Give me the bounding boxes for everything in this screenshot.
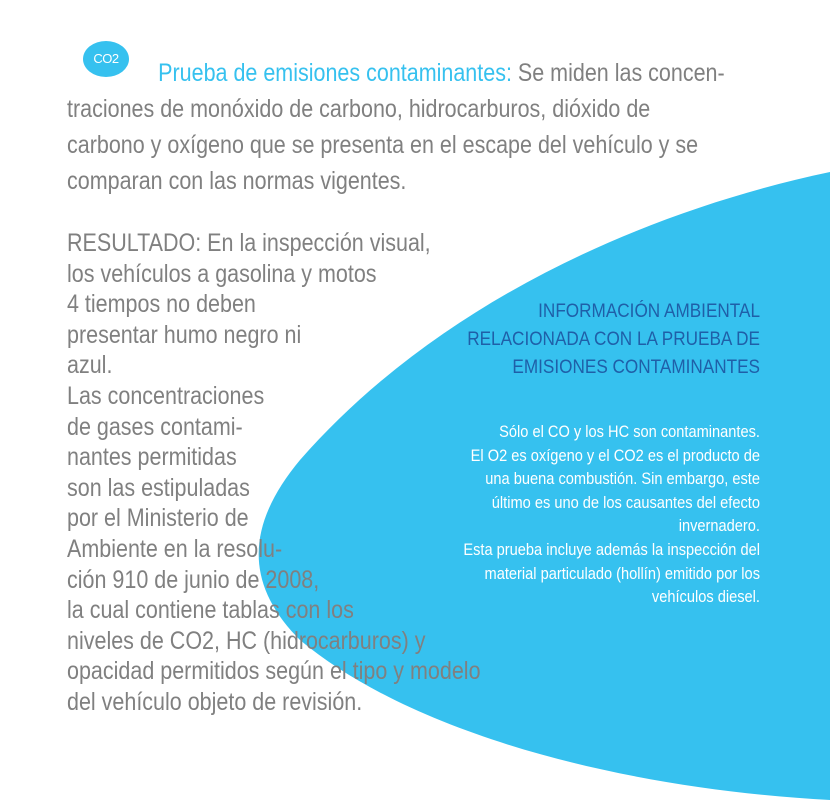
info-title xyxy=(408,297,760,381)
result-line: ción 910 de junio de 2008, xyxy=(67,565,320,594)
result-line: nantes permitidas xyxy=(67,443,237,472)
intro-paragraph xyxy=(67,55,772,199)
info-body-line: material particulado (hollín) emitido por los xyxy=(484,563,760,583)
result-line: Las concentraciones xyxy=(67,381,265,410)
result-line: 4 tiempos no deben xyxy=(67,290,256,319)
result-line: son las estipuladas xyxy=(67,473,250,502)
info-body-line: Sólo el CO y los HC son contaminantes. xyxy=(499,422,760,441)
info-body-line: invernadero. xyxy=(678,516,760,536)
intro-line-1-text: Se miden las concen- xyxy=(517,59,725,87)
result-line: azul. xyxy=(67,351,113,380)
co2-badge-label: CO2 xyxy=(93,51,119,66)
info-body xyxy=(364,420,760,609)
info-title-line: RELACIONADA CON LA PRUEBA DE xyxy=(467,328,760,350)
result-line: por el Ministerio de xyxy=(67,504,249,533)
info-body-line: Esta prueba incluye además la inspección del xyxy=(463,539,760,559)
intro-line-2: traciones de monóxido de carbono, hidrocarburos, dióxido de xyxy=(67,95,651,123)
result-line: los vehículos a gasolina y motos xyxy=(67,259,377,288)
intro-line-3: carbono y oxígeno que se presenta en el escape del vehículo y se xyxy=(67,131,699,159)
result-line: presentar humo negro ni xyxy=(67,320,302,349)
result-line: RESULTADO: En la inspección visual, xyxy=(67,229,431,257)
intro-line-4: comparan con las normas vigentes. xyxy=(67,167,407,195)
info-body-line: vehículos diesel. xyxy=(651,587,760,607)
result-line: la cual contiene tablas con los xyxy=(67,596,354,625)
result-line: de gases contami- xyxy=(67,412,243,441)
info-body-line: El O2 es oxígeno y el CO2 es el producto de xyxy=(470,445,760,465)
intro-lead: Prueba de emisiones contaminantes: xyxy=(158,59,512,87)
intro-line-1 xyxy=(67,55,772,91)
info-title-line: INFORMACIÓN AMBIENTAL xyxy=(538,300,760,322)
result-line: del vehículo objeto de revisión. xyxy=(67,687,363,716)
result-line: niveles de CO2, HC (hidrocarburos) y xyxy=(67,626,426,655)
result-line: opacidad permitidos según el tipo y modelo xyxy=(67,657,481,686)
info-title-line: EMISIONES CONTAMINANTES xyxy=(512,356,760,378)
info-body-line: una buena combustión. Sin embargo, este xyxy=(485,469,760,489)
result-line: Ambiente en la resolu- xyxy=(67,534,283,563)
info-body-line: último es uno de los causantes del efecto xyxy=(491,492,760,512)
